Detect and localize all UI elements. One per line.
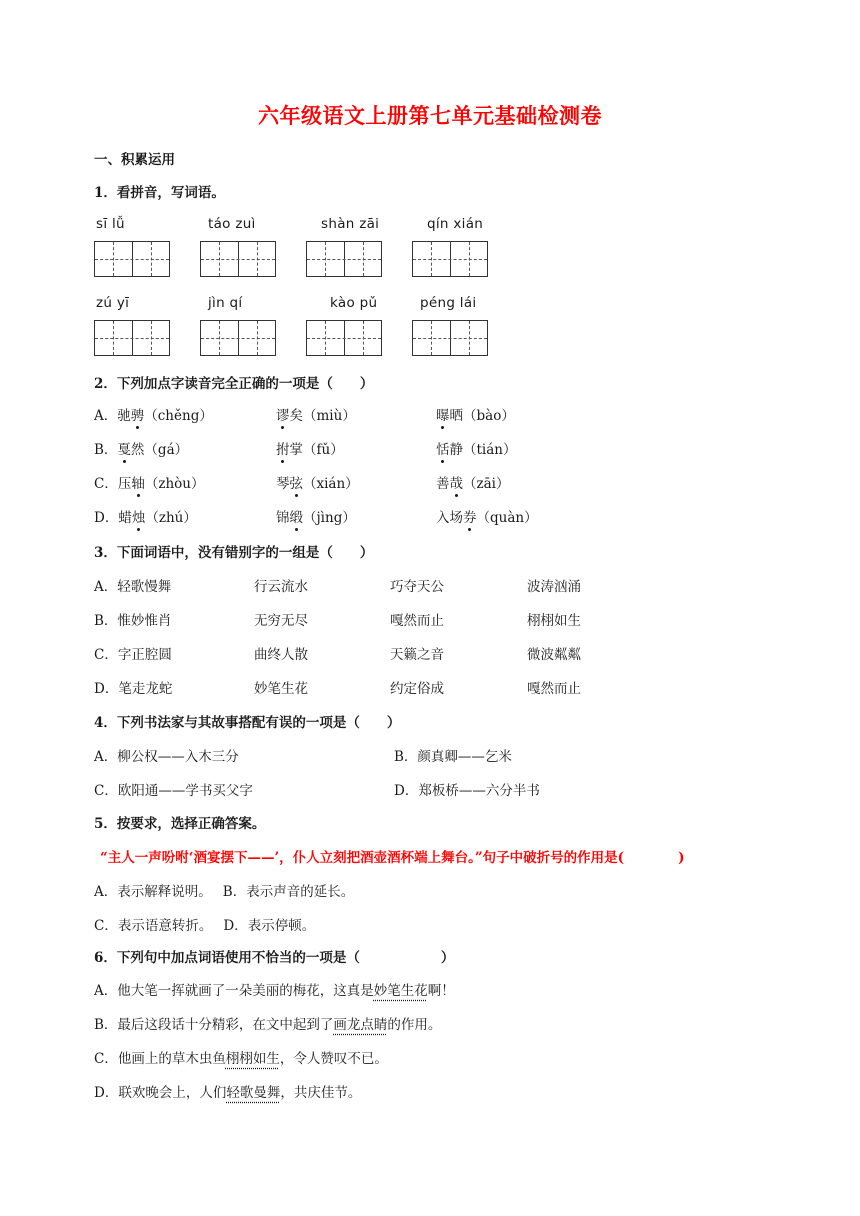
option-cell: 巧夺天公	[390, 579, 444, 595]
option-cell: 波涛汹涌	[527, 579, 581, 595]
writing-box[interactable]	[200, 241, 276, 277]
option-cell: 嘎然而止	[390, 613, 444, 629]
option-cell: 妙笔生花	[254, 681, 308, 697]
dotted-word: 画龙点睛	[333, 1017, 388, 1033]
option-cell: 约定俗成	[390, 681, 444, 697]
option-b-word-2: 拊掌（fǔ）	[276, 438, 344, 458]
writing-box[interactable]	[94, 241, 170, 277]
option-cell: A．轻歌慢舞	[94, 579, 172, 595]
option-b-word-3: 恬静（tián）	[436, 438, 517, 458]
pinyin-label: shàn zāi	[321, 216, 380, 232]
question-3-stem: 3．下面词语中，没有错别字的一组是（ ）	[94, 545, 374, 561]
pinyin-label: qín xián	[427, 216, 484, 232]
option-b: B．最后这段话十分精彩，在文中起到了画龙点睛的作用。	[94, 1017, 442, 1033]
option-cell: 嘎然而止	[527, 681, 581, 697]
option-cell: 栩栩如生	[527, 613, 581, 629]
writing-box[interactable]	[306, 320, 382, 356]
option-cell: D．笔走龙蛇	[94, 681, 173, 697]
page-title: 六年级语文上册第七单元基础检测卷	[258, 103, 602, 128]
option-cell: 无穷无尽	[254, 613, 308, 629]
option-c: C．欧阳通——学书买父字	[94, 783, 253, 799]
question-5-prompt: “主人一声吩咐‘酒宴摆下——’，仆人立刻把酒壶酒杯端上舞台。”句子中破折号的作用是( )	[100, 850, 685, 866]
pinyin-label: sī lǚ	[96, 216, 125, 232]
option-cell: C．字正腔圆	[94, 647, 172, 663]
option-b: B．颜真卿——乞米	[394, 749, 512, 765]
option-a: A．驰骋（chěng）	[94, 404, 213, 424]
option-d: D．联欢晚会上，人们轻歌曼舞，共庆佳节。	[94, 1085, 362, 1101]
writing-box[interactable]	[306, 241, 382, 277]
option-c-word-3: 善哉（zāi）	[436, 472, 509, 492]
writing-box[interactable]	[412, 320, 488, 356]
question-4-stem: 4．下列书法家与其故事搭配有误的一项是（ ）	[94, 715, 401, 731]
option-cell: 行云流水	[254, 579, 308, 595]
pinyin-label: péng lái	[420, 295, 477, 311]
option-cell: B．惟妙惟肖	[94, 613, 172, 629]
option-d-word-3: 入场券（quàn）	[436, 506, 538, 526]
option-c: C．压轴（zhòu）	[94, 472, 204, 492]
pinyin-label: jìn qí	[208, 295, 243, 311]
question-2-stem: 2．下列加点字读音完全正确的一项是（ ）	[94, 376, 374, 392]
option-row: C．表示语意转折。 D．表示停顿。	[94, 918, 316, 934]
option-d-word-2: 锦缎（jìng）	[276, 506, 356, 526]
option-a-word-2: 谬矣（miù）	[276, 404, 356, 424]
pinyin-label: kào pǔ	[330, 295, 378, 311]
question-6-stem: 6．下列句中加点词语使用不恰当的一项是（ ）	[94, 950, 455, 966]
option-row: A．表示解释说明。 B．表示声音的延长。	[94, 884, 355, 900]
writing-box[interactable]	[412, 241, 488, 277]
question-1-stem: 1．看拼音，写词语。	[94, 185, 225, 201]
option-d: D．郑板桥——六分半书	[394, 783, 540, 799]
writing-box[interactable]	[94, 320, 170, 356]
pinyin-label: táo zuì	[208, 216, 256, 232]
section-heading: 一、积累运用	[94, 152, 175, 168]
option-cell: 天籁之音	[390, 647, 444, 663]
dotted-word: 栩栩如生	[225, 1051, 280, 1067]
option-a: A．他大笔一挥就画了一朵美丽的梅花，这真是妙笔生花啊！	[94, 983, 455, 999]
dotted-word: 妙笔生花	[373, 983, 428, 999]
option-c: C．他画上的草木虫鱼栩栩如生，令人赞叹不已。	[94, 1051, 388, 1067]
option-a: A．柳公权——入木三分	[94, 749, 239, 765]
option-a-word-3: 曝晒（bào）	[436, 404, 515, 424]
pinyin-label: zú yī	[96, 295, 130, 311]
option-b: B．戛然（gá）	[94, 438, 188, 458]
writing-box[interactable]	[200, 320, 276, 356]
option-d: D．蜡烛（zhú）	[94, 506, 197, 526]
dotted-word: 轻歌曼舞	[226, 1085, 281, 1101]
option-cell: 微波粼粼	[527, 647, 581, 663]
option-cell: 曲终人散	[254, 647, 308, 663]
question-5-stem: 5．按要求，选择正确答案。	[94, 816, 266, 832]
option-c-word-2: 琴弦（xián）	[276, 472, 359, 492]
